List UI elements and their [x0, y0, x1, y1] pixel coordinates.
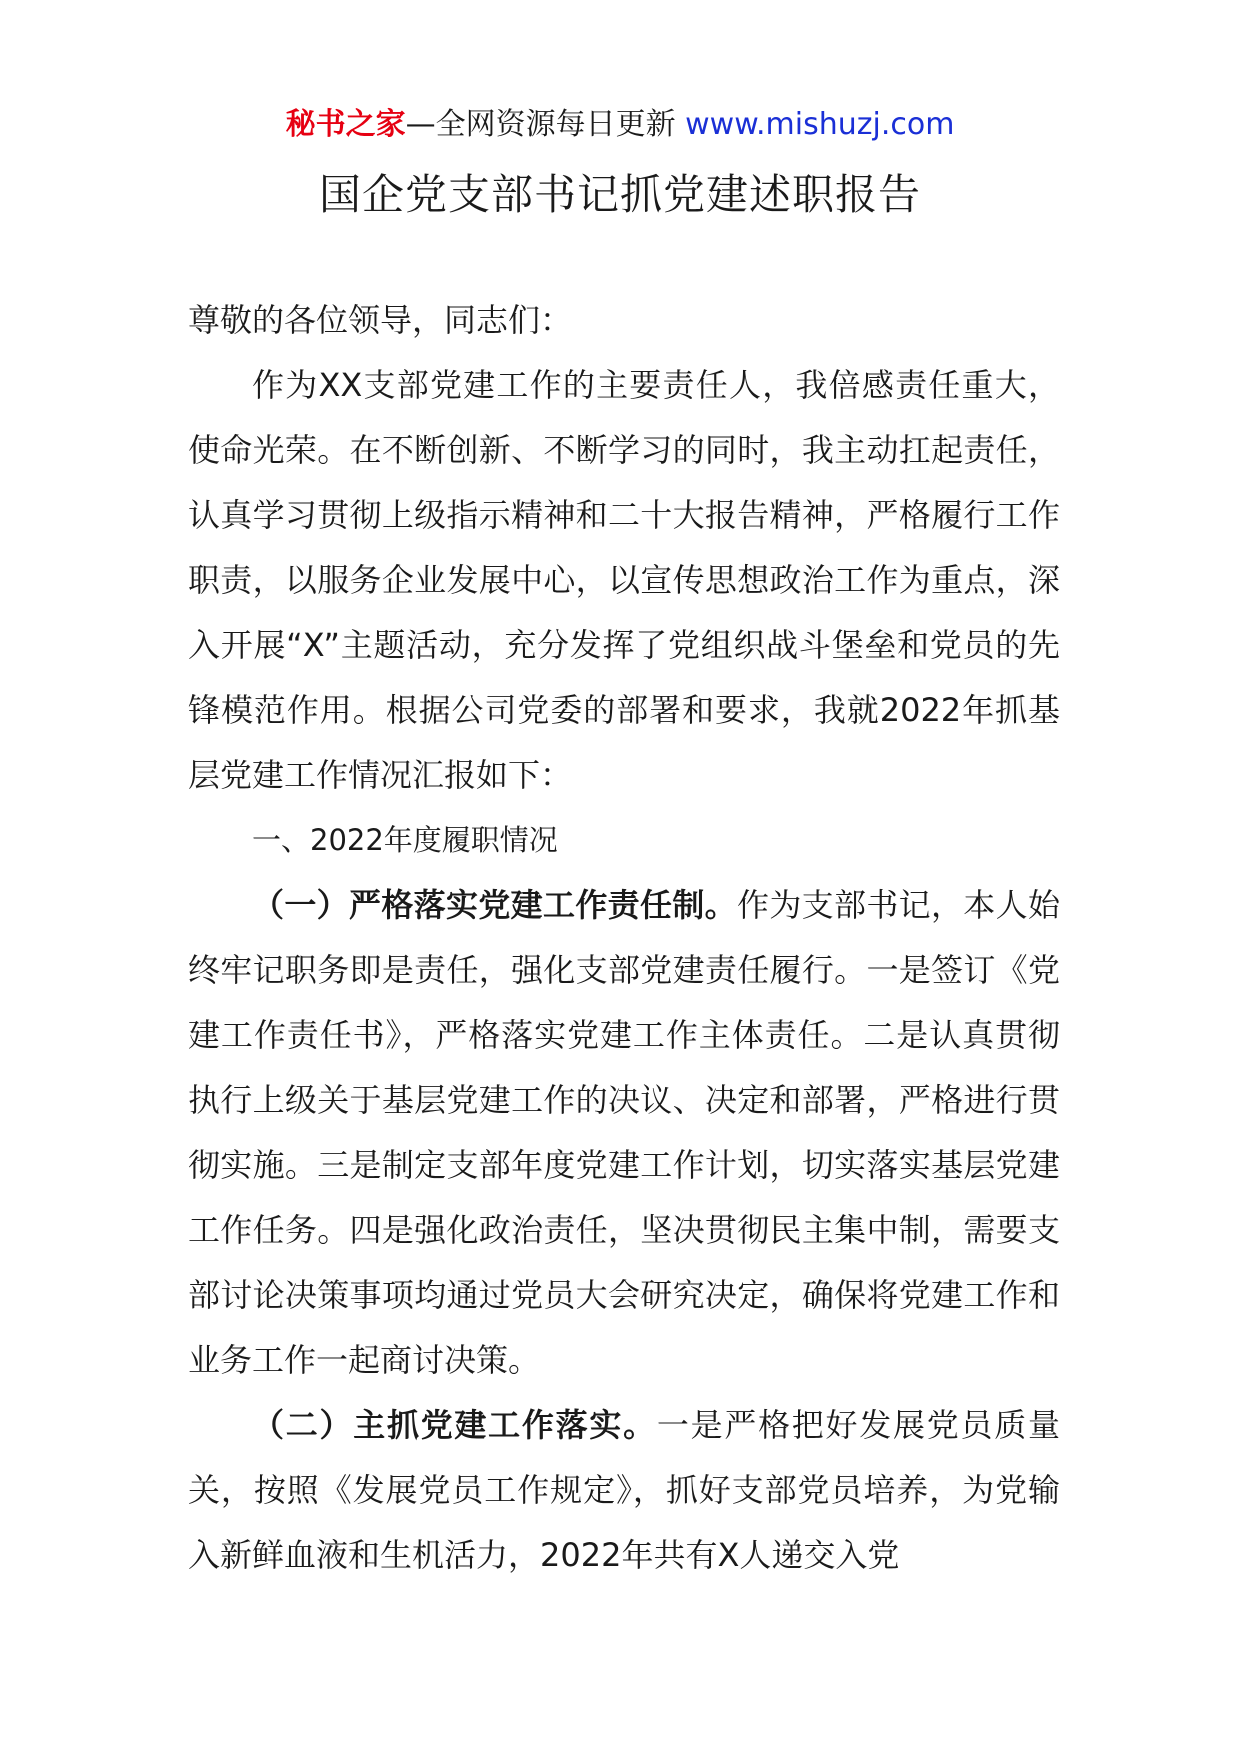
item-text-2: 一是严格把好发展党员质量关，按照《发展党员工作规定》，抓好支部党员培养，为党输入新鲜血液和生机活力，2022年共有X人递交入党: [188, 1406, 1060, 1574]
section-heading-1: 一、2022年度履职情况: [252, 823, 558, 857]
header-tagline: —全网资源每日更新: [405, 107, 686, 142]
item-title-1: （一）严格落实党建工作责任制。: [252, 886, 737, 924]
item-title-2: （二）主抓党建工作落实。: [252, 1406, 657, 1444]
site-header: [0, 100, 1240, 150]
intro-paragraph: 作为XX支部党建工作的主要责任人，我倍感责任重大，使命光荣。在不断创新、不断学习的同时，我主动扛起责任，认真学习贯彻上级指示精神和二十大报告精神，严格履行工作职责，以服务企业发展中心，以宣传思想政治工作为重点，深入开展“X”主题活动，充分发挥了党组织战斗堡垒和党员的先锋模范作用。根据公司党委的部署和要求，我就2022年抓基层党建工作情况汇报如下：: [188, 366, 1060, 794]
item-paragraph-2: [188, 1393, 1060, 1588]
salutation: 尊敬的各位领导，同志们：: [188, 301, 573, 339]
document-title: 国企党支部书记抓党建述职报告: [318, 170, 921, 219]
item-text-1: 作为支部书记，本人始终牢记职务即是责任，强化支部党建责任履行。一是签订《党建工作责任书》，严格落实党建工作主体责任。二是认真贯彻执行上级关于基层党建工作的决议、决定和部署，严格进行贯彻实施。三是制定支部年度党建工作计划，切实落实基层党建工作任务。四是强化政治责任，坚决贯彻民主集中制，需要支部讨论决策事项均通过党员大会研究决定，确保将党建工作和业务工作一起商讨决策。: [188, 886, 1060, 1379]
item-paragraph-1: [188, 873, 1060, 1393]
document-body: [188, 288, 1060, 1588]
brand-name: 秘书之家: [285, 107, 406, 142]
site-url-link[interactable]: www.mishuzj.com: [685, 107, 955, 142]
